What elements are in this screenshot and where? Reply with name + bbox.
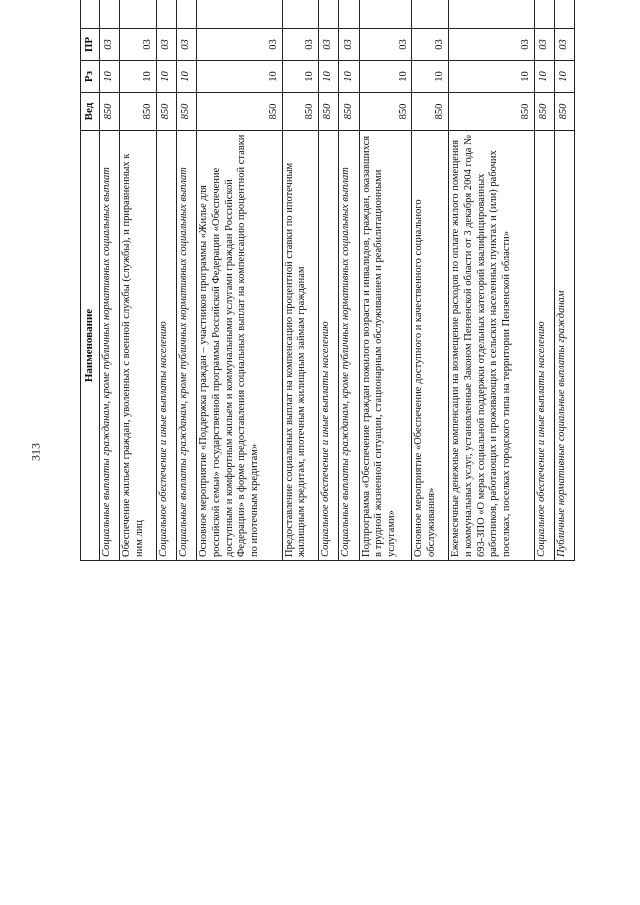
cell-ved: 850 [176, 93, 196, 131]
cell-pr: 03 [156, 29, 176, 61]
cell-rz: 10 [339, 61, 359, 93]
cell-ved: 850 [339, 93, 359, 131]
cell-rz: 10 [282, 61, 319, 93]
cell-rz: 10 [156, 61, 176, 93]
rotated-table-region [80, 36, 575, 846]
header-rz: Рз [81, 61, 100, 93]
table-row [554, 0, 574, 561]
table-row [339, 0, 359, 561]
cell-ved: 850 [319, 93, 339, 131]
cell-name: Основное мероприятие «Обеспечение доступного и качественного социального обслуживания» [412, 131, 449, 561]
cell-ved: 850 [282, 93, 319, 131]
table-row [176, 0, 196, 561]
cell-name: Социальные выплаты гражданам, кроме публичных нормативных социальных выплат [100, 131, 120, 561]
cell-csr [412, 0, 449, 29]
cell-csr [197, 0, 283, 29]
cell-ved: 850 [100, 93, 120, 131]
cell-name: Социальное обеспечение и иные выплаты населению [319, 131, 339, 561]
cell-csr [156, 0, 176, 29]
budget-table [80, 0, 575, 561]
cell-rz: 10 [176, 61, 196, 93]
cell-pr: 03 [554, 29, 574, 61]
cell-pr: 03 [412, 29, 449, 61]
table-row [534, 0, 554, 561]
cell-ved: 850 [156, 93, 176, 131]
cell-csr [554, 0, 574, 29]
table-row [412, 0, 449, 561]
cell-name: Обеспечение жильем граждан, уволенных с военной службы (службы), и приравненных к ним лиц [120, 131, 157, 561]
cell-pr: 03 [339, 29, 359, 61]
page-number: 313 [28, 443, 43, 461]
cell-csr [448, 0, 534, 29]
cell-csr [339, 0, 359, 29]
table-container [80, 0, 575, 561]
cell-name: Предоставление социальных выплат на компенсацию процентной ставки по ипотечным жилищным кредитам, ипотечным жилищным займам гражданам [282, 131, 319, 561]
cell-rz: 10 [448, 61, 534, 93]
cell-ved: 850 [448, 93, 534, 131]
cell-pr: 03 [100, 29, 120, 61]
cell-name: Публичные нормативные социальные выплаты гражданам [554, 131, 574, 561]
header-name: Наименование [81, 131, 100, 561]
table-row [282, 0, 319, 561]
header-csr [81, 0, 100, 29]
cell-rz: 10 [534, 61, 554, 93]
cell-pr: 03 [120, 29, 157, 61]
cell-ved: 850 [120, 93, 157, 131]
cell-name: Социальное обеспечение и иные выплаты населению [156, 131, 176, 561]
cell-name: Социальные выплаты гражданам, кроме публичных нормативных социальных выплат [176, 131, 196, 561]
cell-ved: 850 [534, 93, 554, 131]
cell-csr [120, 0, 157, 29]
table-row [359, 0, 412, 561]
cell-rz: 10 [554, 61, 574, 93]
cell-csr [100, 0, 120, 29]
cell-rz: 10 [359, 61, 412, 93]
cell-rz: 10 [100, 61, 120, 93]
cell-name: Основное мероприятие «Поддержка граждан – участников программы «Жилье для российской семьи» государственной программы Российской Федерации «Обеспечение доступным и комфортным жильем и коммунальными услугами граждан Российской Федерации» в форме предоставления социальных выплат на компенсацию процентной ставки по ипотечным кредитам» [197, 131, 283, 561]
cell-rz: 10 [120, 61, 157, 93]
table-row [319, 0, 339, 561]
cell-csr [359, 0, 412, 29]
cell-csr [282, 0, 319, 29]
cell-ved: 850 [412, 93, 449, 131]
header-ved: Вед [81, 93, 100, 131]
cell-name: Ежемесячные денежные компенсации на возмещение расходов по оплате жилого помещения и коммунальных услуг, установленные Законом Пензенской области от 3 декабря 2004 года № 693-ЗПО «О мерах социальной поддержки отдельных категорий квалифицированных работников, работающих и проживающих в сельских населенных пунктах и (или) рабочих поселках, поселках городского типа на территории Пензенской области» [448, 131, 534, 561]
cell-ved: 850 [554, 93, 574, 131]
cell-pr: 03 [176, 29, 196, 61]
table-row [120, 0, 157, 561]
cell-pr: 03 [319, 29, 339, 61]
table-row [100, 0, 120, 561]
cell-rz: 10 [412, 61, 449, 93]
cell-name: Подпрограмма «Обеспечение граждан пожилого возраста и инвалидов, граждан, оказавшихся в трудной жизненной ситуации, стационарным обслуживанием и реабилитационными услугами» [359, 131, 412, 561]
cell-pr: 03 [448, 29, 534, 61]
cell-pr: 03 [359, 29, 412, 61]
cell-name: Социальные выплаты гражданам, кроме публичных нормативных социальных выплат [339, 131, 359, 561]
cell-rz: 10 [197, 61, 283, 93]
cell-rz: 10 [319, 61, 339, 93]
cell-csr [319, 0, 339, 29]
cell-pr: 03 [534, 29, 554, 61]
cell-pr: 03 [197, 29, 283, 61]
cell-name: Социальное обеспечение и иные выплаты населению [534, 131, 554, 561]
table-row [197, 0, 283, 561]
cell-pr: 03 [282, 29, 319, 61]
table-header-row [81, 0, 100, 561]
header-pr: ПР [81, 29, 100, 61]
cell-csr [534, 0, 554, 29]
cell-ved: 850 [197, 93, 283, 131]
cell-csr [176, 0, 196, 29]
table-row [156, 0, 176, 561]
table-row [448, 0, 534, 561]
cell-ved: 850 [359, 93, 412, 131]
